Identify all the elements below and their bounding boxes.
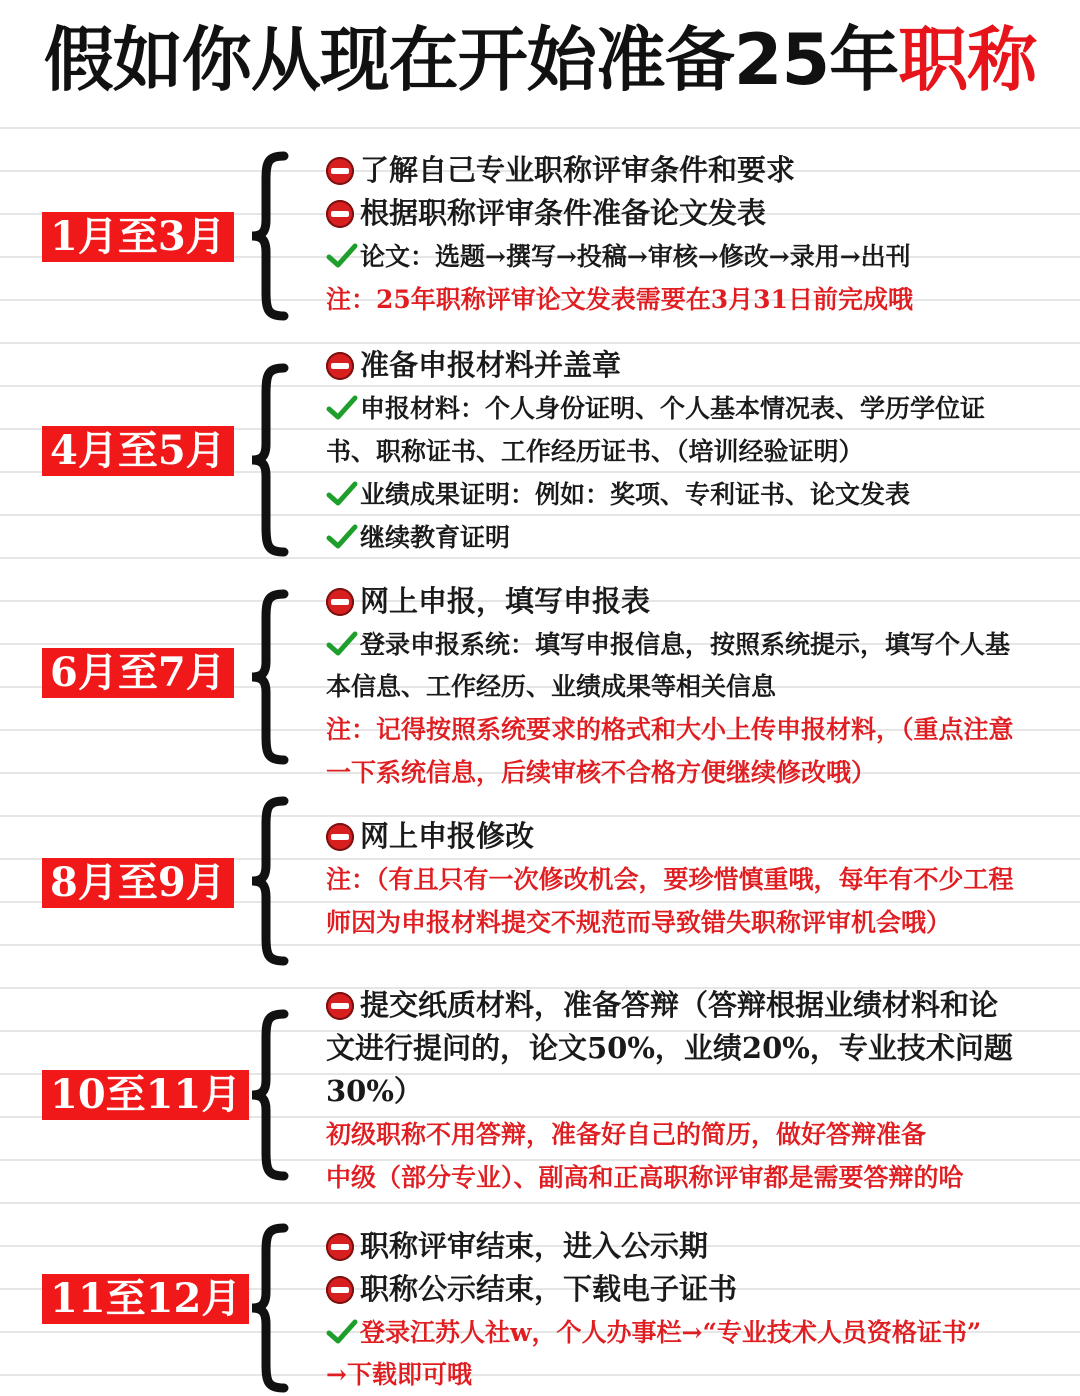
section-5-line-3: 30%） [326,1074,423,1108]
badge-period-1: 1月至3月 [42,212,234,262]
section-5-note-1: 初级职称不用答辩，准备好自己的简历，做好答辩准备 [326,1120,927,1149]
stop-sign-icon [326,823,354,851]
page-title [0,0,1080,120]
curly-brace-icon [246,1008,294,1182]
section-6-line-2: 职称公示结束，下载电子证书 [326,1269,737,1309]
curly-brace-icon [246,150,294,322]
title-highlight: 职称 [898,19,1037,101]
section-1-note: 注：25年职称评审论文发表需要在3月31日前完成哦 [326,285,913,314]
section-5-line-1: 提交纸质材料，准备答辩（答辩根据业绩材料和论 [326,985,998,1025]
section-3-note-2: 一下系统信息，后续审核不合格方便继续修改哦） [326,758,877,787]
stop-sign-icon [326,588,354,616]
section-2-line-4: 业绩成果证明：例如：奖项、专利证书、论文发表 [326,475,910,515]
section-3-line-1: 网上申报，填写申报表 [326,581,650,621]
section-2-line-3: 书、职称证书、工作经历证书、（培训经验证明） [326,437,864,466]
stop-sign-icon [326,1276,354,1304]
section-3-line-3: 本信息、工作经历、业绩成果等相关信息 [326,672,777,701]
section-3-line-2: 登录申报系统：填写申报信息，按照系统提示，填写个人基 [326,625,1010,665]
badge-period-3: 6月至7月 [42,648,234,698]
badge-period-5: 10至11月 [42,1070,249,1120]
section-2-line-2: 申报材料：个人身份证明、个人基本情况表、学历学位证 [326,389,985,429]
green-checkmark-icon [326,524,358,550]
stop-sign-icon [326,200,354,228]
green-checkmark-icon [326,395,358,421]
section-6-line-4: →下载即可哦 [326,1360,472,1389]
section-6-line-1: 职称评审结束，进入公示期 [326,1226,708,1266]
title-main: 假如你从现在开始准备25年 [43,19,899,101]
badge-period-2: 4月至5月 [42,426,234,476]
stop-sign-icon [326,1233,354,1261]
section-2-line-5: 继续教育证明 [326,518,510,558]
stop-sign-icon [326,157,354,185]
green-checkmark-icon [326,243,358,269]
section-1-line-3: 论文：选题→撰写→投稿→审核→修改→录用→出刊 [326,237,911,277]
section-1-line-1: 了解自己专业职称评审条件和要求 [326,150,795,190]
section-4-note-1: 注：（有且只有一次修改机会，要珍惜慎重哦，每年有不少工程 [326,865,1014,894]
green-checkmark-icon [326,631,358,657]
green-checkmark-icon [326,1319,358,1345]
green-checkmark-icon [326,481,358,507]
section-4-note-2: 师因为申报材料提交不规范而导致错失职称评审机会哦） [326,908,952,937]
curly-brace-icon [246,362,294,558]
section-6-line-3: 登录江苏人社w，个人办事栏→“专业技术人员资格证书” [326,1313,981,1353]
curly-brace-icon [246,795,294,967]
section-3-note-1: 注：记得按照系统要求的格式和大小上传申报材料，（重点注意 [326,715,1014,744]
curly-brace-icon [246,1222,294,1394]
stop-sign-icon [326,992,354,1020]
section-4-line-1: 网上申报修改 [326,816,534,856]
badge-period-4: 8月至9月 [42,858,234,908]
section-5-line-2: 文进行提问的，论文50%，业绩20%，专业技术问题 [326,1031,1013,1065]
curly-brace-icon [246,588,294,766]
badge-period-6: 11至12月 [42,1274,249,1324]
section-5-note-2: 中级（部分专业）、副高和正高职称评审都是需要答辩的哈 [326,1163,964,1192]
stop-sign-icon [326,352,354,380]
section-2-line-1: 准备申报材料并盖章 [326,345,621,385]
section-1-line-2: 根据职称评审条件准备论文发表 [326,193,766,233]
